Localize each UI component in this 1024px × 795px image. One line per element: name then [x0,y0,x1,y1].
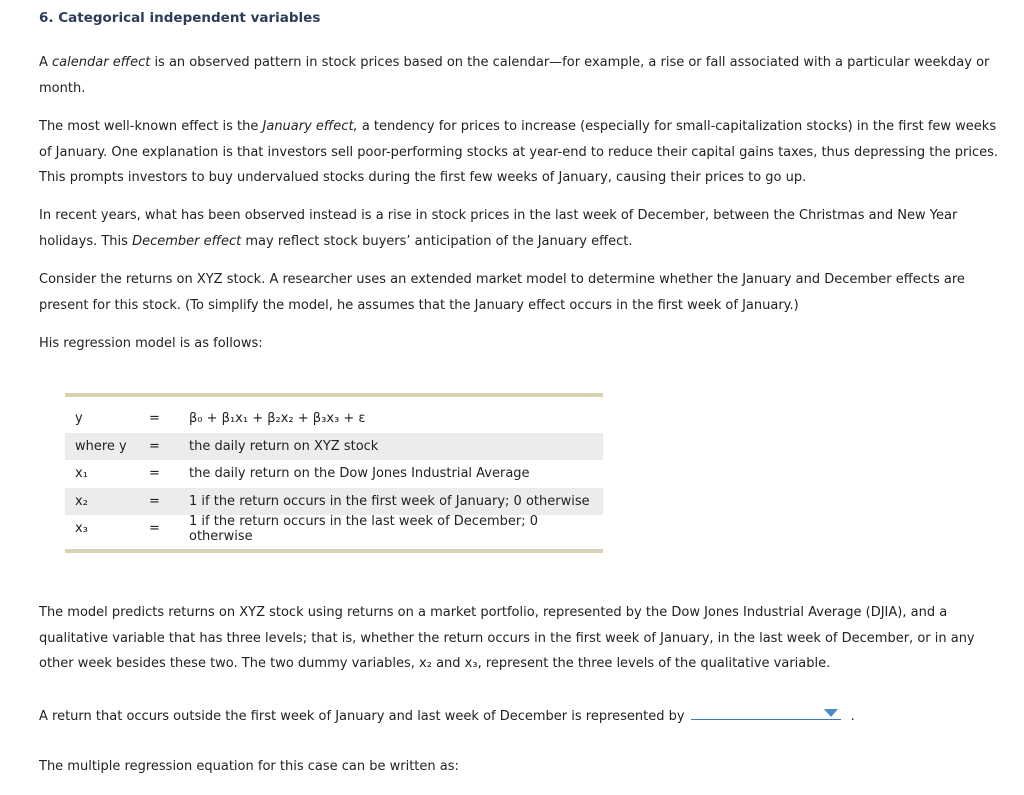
dropdown-arrow-icon[interactable] [824,709,838,717]
question-period: . [850,709,855,724]
equals-cell: = [149,438,160,454]
term-january-effect: January effect, [262,119,358,134]
model-explanation-paragraph: The model predicts returns on XYZ stock using returns on a market portfolio, represented by the Dow Jones Industrial Average (DJIA), and a qualitative variable that has three levels; that is, whether the return occurs in the first week of January, in the last week of December, or in any other week besides these two. The two dummy variables, x₂ and x₃, represent the three levels of the qualitative variable. [39,605,975,671]
january-effect-paragraph [39,114,1011,191]
answer-dropdown[interactable] [691,703,841,720]
text: may reflect stock buyers’ anticipation of the January effect. [241,233,633,249]
text: The most well-known effect is the [39,119,263,134]
december-effect-paragraph [39,203,1011,254]
term-calendar-effect: calendar effect [52,55,151,70]
text: In recent years, what has been observed instead is a rise in stock prices in the last week of December, between the Christmas and New Year holidays. This [39,208,958,249]
equals-cell: = [149,521,160,537]
table-row [65,488,603,516]
regression-model-table [65,393,603,553]
table-row [65,460,603,488]
term-december-effect: December effect [132,233,242,249]
definition-cell: 1 if the return occurs in the last week of December; 0 otherwise [189,513,538,544]
variable-cell: x₁ [75,466,88,482]
table-row [65,515,603,543]
definition-cell: β₀ + β₁x₁ + β₂x₂ + β₃x₃ + ε [189,411,366,427]
text: A [39,55,53,70]
table-row [65,433,603,461]
text: a tendency for prices to increase (especially for small-capitalization stocks) in the first few weeks of January. One explanation is that investors sell poor-performing stocks at year-end to reduce their capital gains taxes, thus depressing the prices. This prompts investors to buy undervalued stocks during the first few weeks of January, causing their prices to go up. [39,119,999,185]
section-heading: 6. Categorical independent variables [39,10,321,26]
text: is an observed pattern in stock prices based on the calendar—for example, a rise or fall associated with a particular weekday or month. [39,55,990,96]
equals-cell: = [149,411,160,427]
xyz-stock-paragraph: Consider the returns on XYZ stock. A researcher uses an extended market model to determine whether the January and December effects are present for this stock. (To simplify the model, he assumes that the January effect occurs in the first week of January.) [39,272,965,313]
regression-equation-prompt: The multiple regression equation for this case can be written as: [39,759,459,774]
definition-cell: the daily return on the Dow Jones Industrial Average [189,466,530,482]
equals-cell: = [149,493,160,509]
calendar-effect-paragraph [39,50,1011,101]
regression-intro: His regression model is as follows: [39,336,263,351]
variable-cell: x₃ [75,521,88,537]
variable-cell: x₂ [75,493,88,509]
equals-cell: = [149,466,160,482]
definition-cell: 1 if the return occurs in the first week of January; 0 otherwise [189,493,590,509]
question-text: A return that occurs outside the first week of January and last week of December is represented by [39,709,685,724]
variable-cell: y [75,411,83,427]
definition-cell: the daily return on XYZ stock [189,438,379,454]
variable-cell: where y [75,438,127,454]
table-row [65,405,603,433]
question-line [39,703,1011,730]
